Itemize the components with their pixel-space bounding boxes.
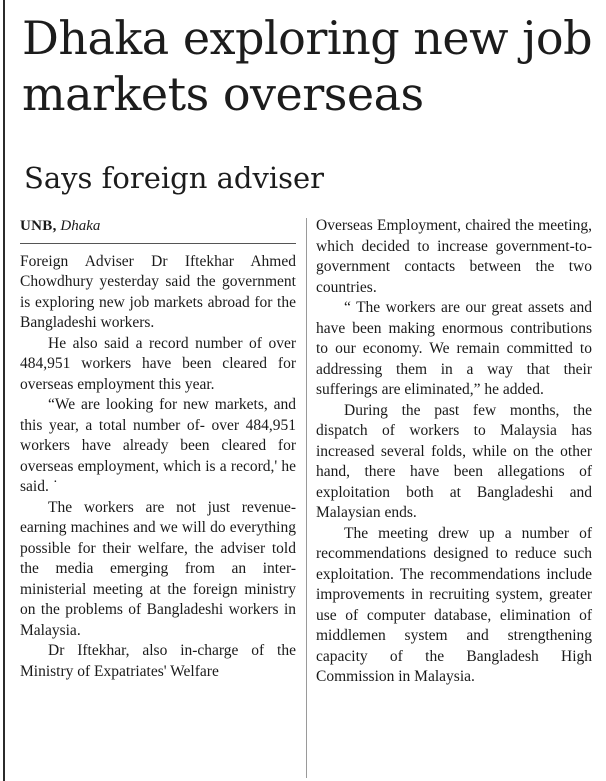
byline-agency: UNB, xyxy=(20,218,57,234)
article-column-left xyxy=(20,216,296,682)
article-paragraph: Foreign Adviser Dr Iftekhar Ahmed Chowdhury yesterday said the government is exploring new job markets abroad for the Bangladeshi workers. xyxy=(20,252,296,331)
subheadline: Says foreign adviser xyxy=(24,161,325,195)
article-paragraph: The meeting drew up a number of recommendations designed to reduce such exploitation. The recommendations include improvements in recruiting system, greater use of computer database, elimination of middlemen system and strengthening capacity of the Bangladesh High Commission in Malaysia. xyxy=(316,524,592,685)
byline-place: Dhaka xyxy=(60,218,101,234)
column-divider xyxy=(306,218,307,778)
article-paragraph: Dr Iftekhar, also in-charge of the Ministry of Expatriates' Welfare xyxy=(20,642,296,680)
byline xyxy=(20,216,296,237)
headline: Dhaka exploring new job markets overseas xyxy=(22,11,593,121)
article-paragraph: During the past few months, the dispatch of workers to Malaysia has increased several folds, while on the other hand, there have been allegations of exploitation both at Bangladeshi and Malaysian ends. xyxy=(316,401,592,521)
article-paragraph: The workers are not just revenue-earning machines and we will do everything possible for their welfare, the adviser told the media emerging from an inter-ministerial meeting at the foreign ministry on the problems of Bangladeshi workers in Malaysia. xyxy=(20,498,296,639)
clipping-edge-rule xyxy=(3,0,5,781)
article-column-right xyxy=(316,216,592,688)
article-paragraph: “ The workers are our great assets and have been making enormous contributions to our economy. We remain committed to addressing them in a way that their sufferings are eliminated,” he added. xyxy=(316,299,592,398)
article-paragraph: “We are looking for new markets, and this year, a total number of- over 484,951 workers have already been cleared for overseas employment, which is a record,' he said. ˙ xyxy=(20,396,296,495)
article-paragraph: He also said a record number of over 484,951 workers have been cleared for overseas employment this year. xyxy=(20,334,296,393)
article-paragraph: Overseas Employment, chaired the meeting, which decided to increase government-to-government contacts between the two countries. xyxy=(316,217,592,296)
